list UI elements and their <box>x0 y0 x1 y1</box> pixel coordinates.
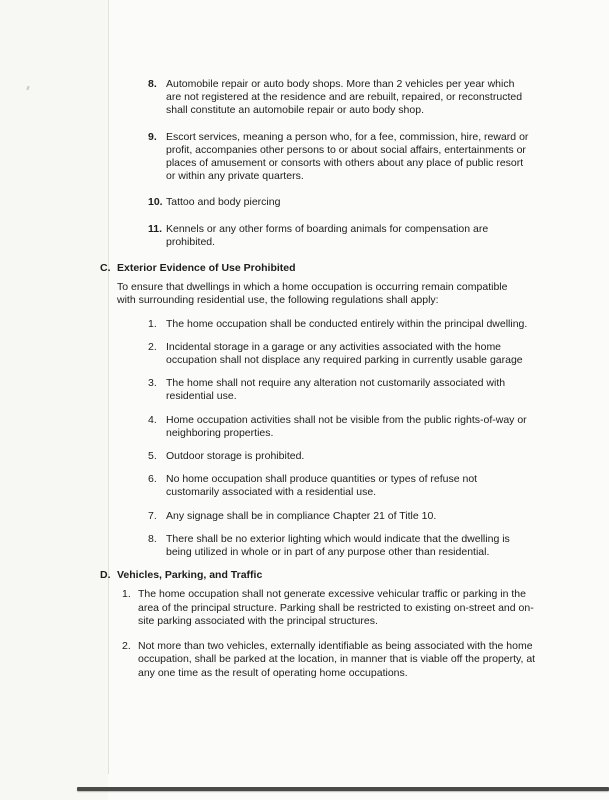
list-item <box>148 450 540 463</box>
item-text: No home occupation shall produce quantities or types of refuse not customarily associated with a residential use. <box>166 473 478 499</box>
item-text: Kennels or any other forms of boarding animals for compensation are prohibited. <box>166 222 489 248</box>
list-item <box>148 414 540 440</box>
list-item <box>148 341 540 367</box>
section-c-intro: To ensure that dwellings in which a home occupation is occurring remain compatible with surrounding residential use, the following regulations shall apply: <box>117 281 508 307</box>
scan-bottom-edge <box>77 787 609 791</box>
section-c-heading <box>100 262 540 275</box>
list-item <box>148 196 540 209</box>
item-text: The home shall not require any alteration not customarily associated with residential use. <box>166 377 506 403</box>
item-number: 6. <box>148 473 157 486</box>
item-number: 10. <box>148 196 163 209</box>
section-c-list <box>100 318 540 560</box>
item-text: Tattoo and body piercing <box>166 196 281 209</box>
item-text: Home occupation activities shall not be visible from the public rights-of-way or neighboring properties. <box>166 413 527 439</box>
item-text: Escort services, meaning a person who, for a fee, commission, hire, reward or profit, accompanies other persons to or about social affairs, entertainments or places of amusement or consorts with others about any place of public resort or within any private quarters. <box>166 130 529 183</box>
list-item <box>148 473 540 499</box>
section-letter: D. <box>100 569 111 582</box>
list-item <box>148 78 540 118</box>
scan-left-margin <box>0 0 108 800</box>
list-item <box>148 533 540 559</box>
item-number: 4. <box>148 413 157 426</box>
list-item <box>148 223 540 249</box>
numbered-list-8-11 <box>100 78 540 249</box>
item-number: 11. <box>148 222 163 235</box>
section-title: Vehicles, Parking, and Traffic <box>117 569 263 582</box>
item-text: Incidental storage in a garage or any activities associated with the home occupation shall not displace any required parking in currently usable garage <box>166 340 523 367</box>
item-number: 7. <box>148 509 157 522</box>
document-content <box>100 78 540 692</box>
item-number: 2. <box>122 640 131 653</box>
item-text: Any signage shall be in compliance Chapter 21 of Title 10. <box>166 509 437 522</box>
section-d-list <box>100 588 540 679</box>
item-number: 3. <box>148 377 157 390</box>
item-text: Outdoor storage is prohibited. <box>166 450 305 463</box>
list-item <box>148 131 540 184</box>
item-number: 8. <box>148 78 157 90</box>
section-letter: C. <box>100 262 111 275</box>
item-text: There shall be no exterior lighting which would indicate that the dwelling is being utilized in whole or in part of any purpose other than residential. <box>166 532 510 559</box>
list-item <box>122 640 540 680</box>
item-text: The home occupation shall be conducted entirely within the principal dwelling. <box>166 317 528 330</box>
section-title: Exterior Evidence of Use Prohibited <box>117 262 296 275</box>
section-d-heading <box>100 569 540 582</box>
item-number: 9. <box>148 130 157 143</box>
item-text: Not more than two vehicles, externally identifiable as being associated with the home occupation, shall be parked at the location, in manner that is viable off the property, at any one time as the result of operating home occupations. <box>138 640 536 679</box>
list-item <box>148 377 540 403</box>
item-number: 5. <box>148 450 157 463</box>
list-item <box>122 588 540 628</box>
item-number: 2. <box>148 340 157 353</box>
item-text: The home occupation shall not generate excessive vehicular traffic or parking in the area of the principal structure. Parking shall be restricted to existing on-street and on-site parking associated with the principal structures. <box>138 588 534 627</box>
item-number: 8. <box>148 532 157 545</box>
list-item <box>148 510 540 523</box>
list-item <box>148 318 540 331</box>
item-text: Automobile repair or auto body shops. More than 2 vehicles per year which are not registered at the residence and are rebuilt, repaired, or reconstructed shall constitute an automobile repair or auto body shop. <box>166 78 523 117</box>
item-number: 1. <box>148 317 157 330</box>
item-number: 1. <box>122 588 131 601</box>
